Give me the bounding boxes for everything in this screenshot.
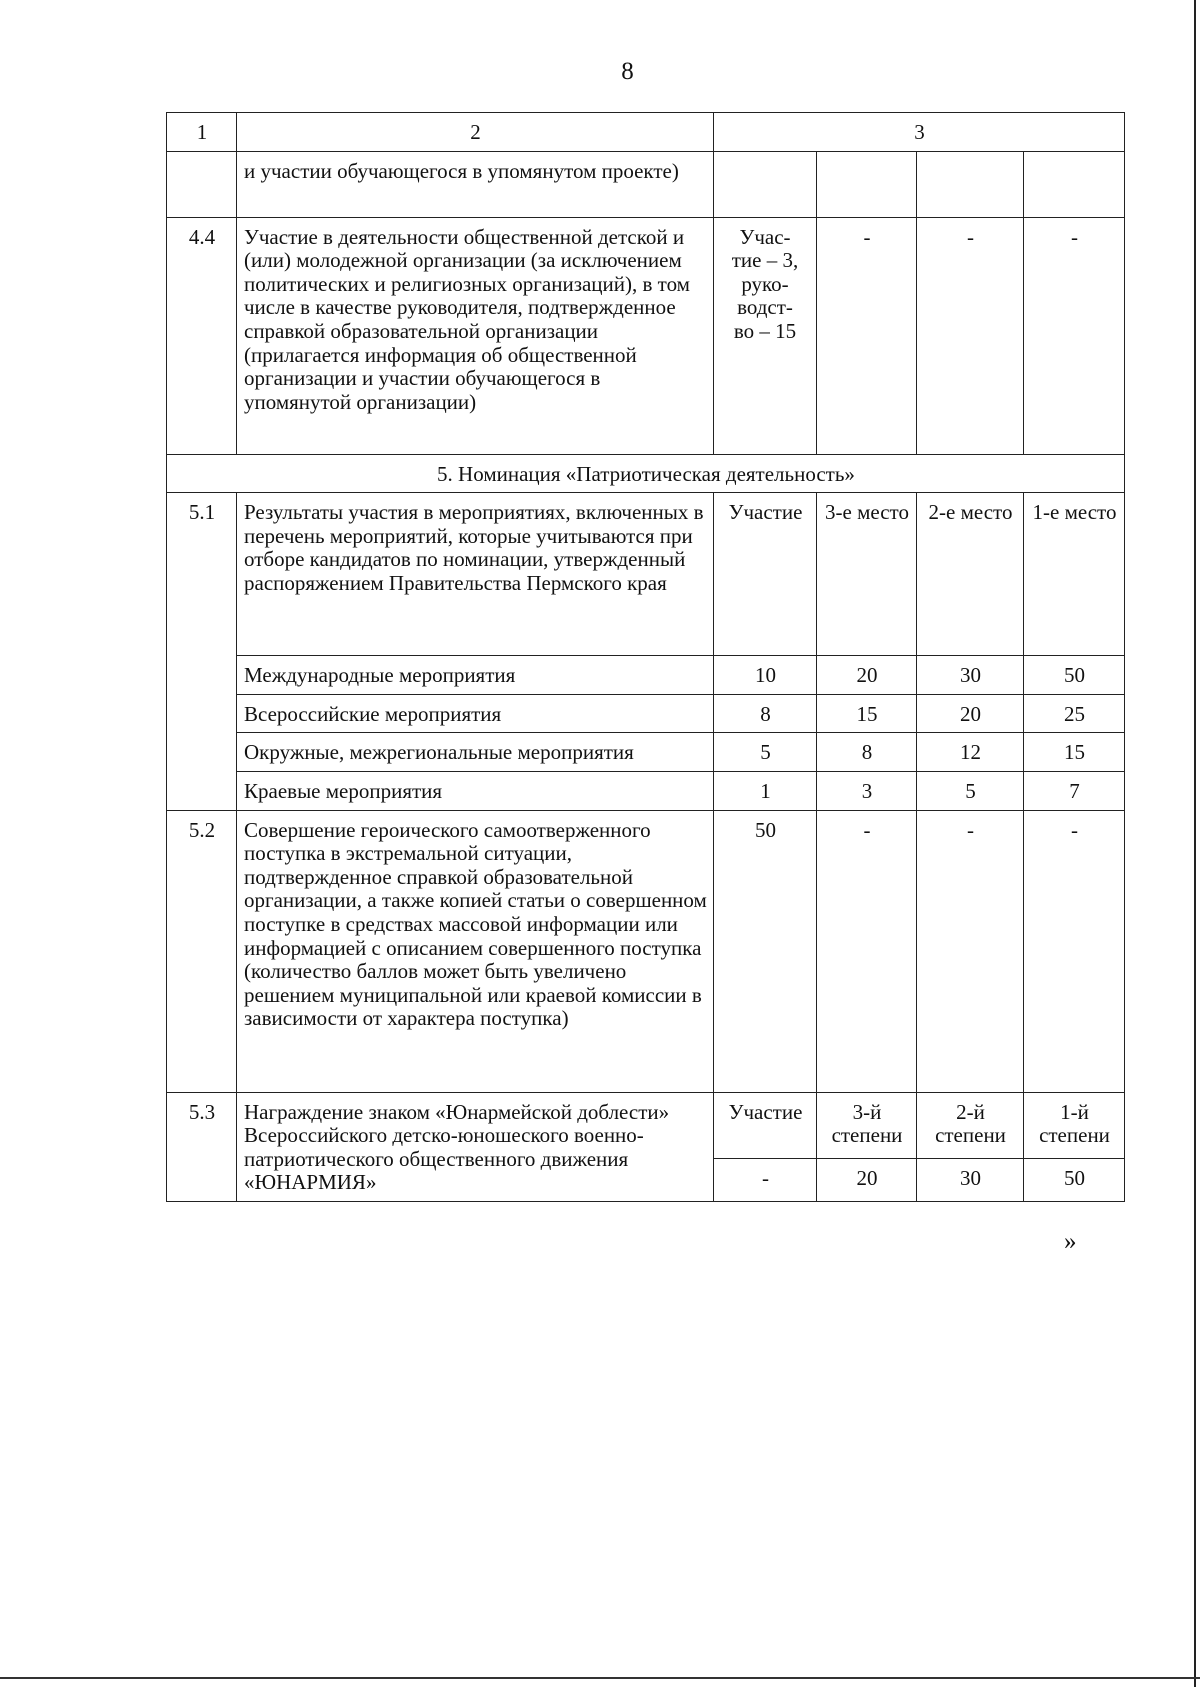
score-cell: - <box>1024 217 1125 454</box>
row-number: 5.2 <box>167 810 237 1092</box>
table-row <box>167 733 1125 772</box>
page-edge-right <box>1194 0 1196 1687</box>
score-cell: 50 <box>1024 1158 1125 1201</box>
subrow-label: Краевые мероприятия <box>237 771 714 810</box>
score-cell: - <box>714 1158 817 1201</box>
table-row <box>167 151 1125 217</box>
score-cell: 5 <box>714 733 817 772</box>
row-description: Результаты участия в мероприятиях, включенных в перечень мероприятий, которые учитываются при отборе кандидатов по номинации, утвержденный распоряжением Правительства Пермского края <box>237 493 714 656</box>
continuation-text: и участии обучающегося в упомянутом проекте) <box>237 151 714 217</box>
row-description: Награждение знаком «Юнармейской доблести» Всероссийского детско-юношеского военно-патриотического общественного движения «ЮНАРМИЯ» <box>237 1092 714 1201</box>
table-row <box>167 694 1125 733</box>
table-row <box>167 810 1125 1092</box>
score-cell: Учас-тие – 3, руко-водст-во – 15 <box>714 217 817 454</box>
score-cell: 12 <box>917 733 1024 772</box>
row-description: Совершение героического самоотверженного поступка в экстремальной ситуации, подтвержденное справкой образовательной организации, а также копией статьи о совершенном поступке в средствах массовой информации или информацией с описанием совершенного поступка (количество баллов может быть увеличено решением муниципальной или краевой комиссии в зависимости от характера поступка) <box>237 810 714 1092</box>
score-cell: - <box>1024 810 1125 1092</box>
score-cell: - <box>917 217 1024 454</box>
column-header-cell: 3-й степени <box>817 1092 917 1158</box>
section-row <box>167 454 1125 493</box>
subrow-label: Окружные, межрегиональные мероприятия <box>237 733 714 772</box>
score-cell: 20 <box>817 656 917 695</box>
row-description: Участие в деятельности общественной детской и (или) молодежной организации (за исключением политических и религиозных организаций), в том числе в качестве руководителя, подтвержденное справкой образовательной организации (прилагается информация об общественной организации и участии обучающегося в упомянутой организации) <box>237 217 714 454</box>
score-cell: 30 <box>917 656 1024 695</box>
score-cell: - <box>817 217 917 454</box>
column-header-cell: Участие <box>714 493 817 656</box>
score-cell: 50 <box>714 810 817 1092</box>
column-header-cell: 3-е место <box>817 493 917 656</box>
score-cell: 8 <box>817 733 917 772</box>
score-cell: 15 <box>817 694 917 733</box>
table-row <box>167 493 1125 656</box>
score-cell: 3 <box>817 771 917 810</box>
table-row <box>167 217 1125 454</box>
score-cell: 20 <box>817 1158 917 1201</box>
column-header-cell: Участие <box>714 1092 817 1158</box>
row-number: 5.3 <box>167 1092 237 1201</box>
score-cell: 30 <box>917 1158 1024 1201</box>
row-number: 4.4 <box>167 217 237 454</box>
row-number: 5.1 <box>167 493 237 810</box>
score-cell: - <box>917 810 1024 1092</box>
empty-cell <box>917 151 1024 217</box>
empty-cell <box>1024 151 1125 217</box>
score-cell: 25 <box>1024 694 1125 733</box>
header-col-1: 1 <box>167 113 237 152</box>
score-cell: 15 <box>1024 733 1125 772</box>
column-header-cell: 1-е место <box>1024 493 1125 656</box>
header-col-3: 3 <box>714 113 1125 152</box>
score-cell: 10 <box>714 656 817 695</box>
header-row <box>167 113 1125 152</box>
page-edge-bottom <box>0 1677 1200 1679</box>
table-row <box>167 656 1125 695</box>
closing-quote: » <box>1064 1228 1077 1255</box>
column-header-cell: 2-й степени <box>917 1092 1024 1158</box>
score-cell: 50 <box>1024 656 1125 695</box>
empty-cell <box>714 151 817 217</box>
subrow-label: Всероссийские мероприятия <box>237 694 714 733</box>
row-number <box>167 151 237 217</box>
table-row <box>167 771 1125 810</box>
empty-cell <box>817 151 917 217</box>
page-number: 8 <box>621 58 634 85</box>
subrow-label: Международные мероприятия <box>237 656 714 695</box>
table-row <box>167 1092 1125 1158</box>
column-header-cell: 2-е место <box>917 493 1024 656</box>
section-title: 5. Номинация «Патриотическая деятельность» <box>167 454 1125 493</box>
score-cell: - <box>817 810 917 1092</box>
column-header-cell: 1-й степени <box>1024 1092 1125 1158</box>
header-col-2: 2 <box>237 113 714 152</box>
score-cell: 8 <box>714 694 817 733</box>
score-cell: 20 <box>917 694 1024 733</box>
scoring-table <box>166 112 1125 1202</box>
score-cell: 5 <box>917 771 1024 810</box>
score-cell: 7 <box>1024 771 1125 810</box>
score-cell: 1 <box>714 771 817 810</box>
